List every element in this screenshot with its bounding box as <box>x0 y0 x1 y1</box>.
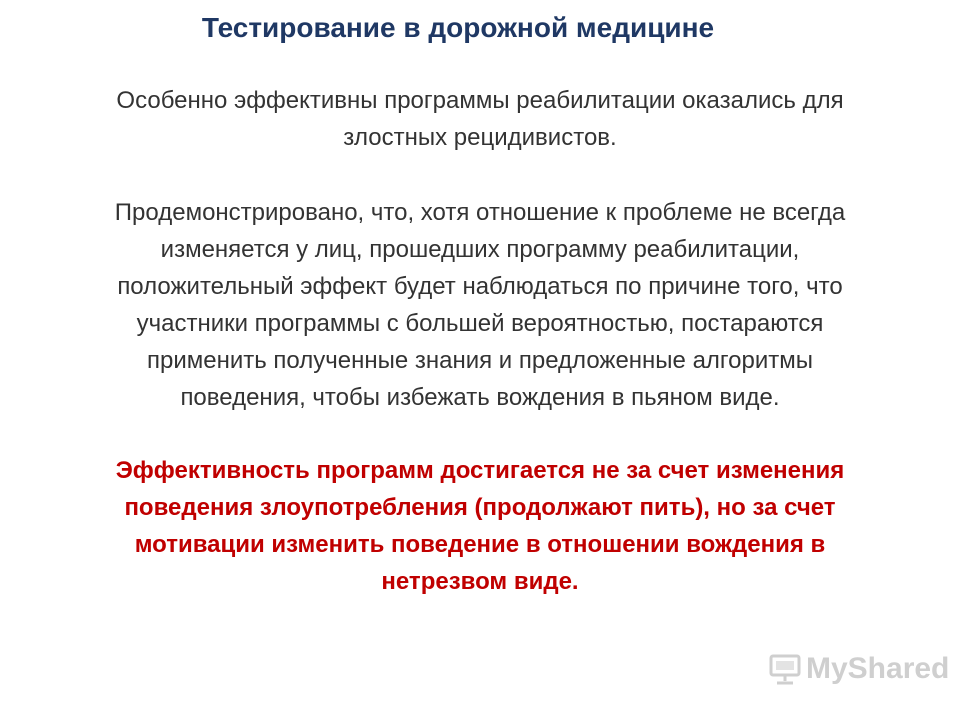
conclusion-line: Эффективность программ достигается не за счет изменения <box>115 457 845 484</box>
conclusion-line: нетрезвом виде. <box>381 568 579 595</box>
evidence-line: поведения, чтобы избежать вождения в пьяном виде. <box>180 384 780 411</box>
intro-line: злостных рецидивистов. <box>343 124 617 151</box>
evidence-line: применить полученные знания и предложенные алгоритмы <box>147 347 813 374</box>
conclusion-line: поведения злоупотребления (продолжают пить), но за счет <box>124 494 836 521</box>
intro-line: Особенно эффективны программы реабилитации оказались для <box>116 87 844 114</box>
evidence-line: изменяется у лиц, прошедших программу реабилитации, <box>160 236 800 263</box>
slide-title: Тестирование в дорожной медицине <box>201 12 715 43</box>
evidence-paragraph <box>30 194 930 416</box>
evidence-line: Продемонстрировано, что, хотя отношение к проблеме не всегда <box>114 199 846 226</box>
conclusion-line: мотивации изменить поведение в отношении вождения в <box>134 531 826 558</box>
presentation-board-icon <box>768 652 802 686</box>
intro-paragraph <box>30 82 930 156</box>
evidence-line: участники программы с большей вероятностью, постараются <box>136 310 824 337</box>
slide-body <box>30 82 930 600</box>
conclusion-paragraph <box>30 452 930 600</box>
watermark <box>768 652 949 686</box>
watermark-text: MyShared <box>806 652 950 685</box>
evidence-line: положительный эффект будет наблюдаться по причине того, что <box>117 273 843 300</box>
